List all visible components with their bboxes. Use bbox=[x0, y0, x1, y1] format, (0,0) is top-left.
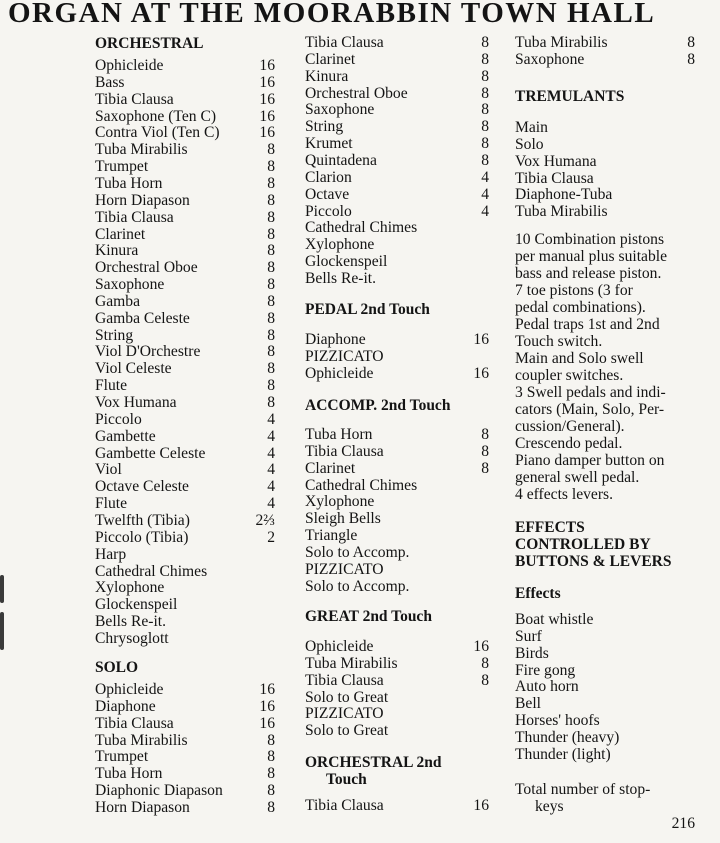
stop-name: Bells Re-it. bbox=[95, 613, 167, 631]
stop-name: Horn Diapason bbox=[95, 798, 190, 816]
stop-row bbox=[95, 529, 275, 546]
stop-pitch: 4 bbox=[481, 202, 489, 220]
stop-row bbox=[305, 51, 489, 68]
stop-pitch: 16 bbox=[473, 638, 489, 655]
item-text: Horses' hoofs bbox=[515, 712, 600, 730]
stop-pitch: 4 bbox=[267, 495, 275, 513]
stop-row bbox=[95, 782, 275, 799]
stop-name: Chrysoglott bbox=[95, 629, 169, 647]
tremulant-item bbox=[515, 203, 695, 220]
stop-row bbox=[305, 527, 489, 544]
stop-row bbox=[305, 34, 489, 51]
notes-line: coupler switches. bbox=[515, 367, 624, 384]
tremulant-item bbox=[515, 186, 695, 203]
stop-name: Saxophone bbox=[515, 50, 585, 68]
stop-row bbox=[95, 748, 275, 765]
stop-pitch: 16 bbox=[259, 697, 275, 715]
effects-subheading: Effects bbox=[515, 585, 561, 602]
stop-pitch: 8 bbox=[267, 242, 275, 260]
stop-row bbox=[95, 91, 275, 108]
item-text: Bell bbox=[515, 695, 541, 713]
total-stopkeys bbox=[515, 781, 695, 832]
notes-line: bass and release piston. bbox=[515, 265, 662, 282]
stop-row bbox=[305, 689, 489, 706]
item-text: Main bbox=[515, 119, 548, 136]
stop-row bbox=[95, 563, 275, 580]
notes-paragraph bbox=[515, 231, 695, 503]
total-line-2 bbox=[515, 798, 695, 832]
stop-pitch: 16 bbox=[259, 714, 275, 732]
stop-name: Harp bbox=[95, 545, 127, 563]
stop-name: Viol bbox=[95, 461, 122, 479]
stop-name: Clarion bbox=[305, 168, 352, 186]
stop-pitch: 16 bbox=[259, 681, 275, 698]
stop-pitch: 8 bbox=[481, 442, 489, 460]
stop-name: String bbox=[305, 118, 344, 136]
stop-name: Gamba bbox=[95, 292, 141, 310]
effect-item bbox=[515, 678, 695, 695]
total-line: Total number of stop- bbox=[515, 781, 651, 798]
stop-name: Tuba Horn bbox=[95, 174, 163, 192]
stop-pitch: 8 bbox=[267, 326, 275, 344]
stop-name: Sleigh Bells bbox=[305, 510, 381, 528]
stop-row bbox=[305, 672, 489, 689]
stop-name: Tibia Clausa bbox=[95, 714, 174, 732]
stop-row bbox=[305, 152, 489, 169]
item-text: Tuba Mirabilis bbox=[515, 203, 608, 221]
stop-row bbox=[95, 613, 275, 630]
pedal-heading: PEDAL 2nd Touch bbox=[305, 301, 430, 318]
stop-name: Clarinet bbox=[305, 50, 356, 68]
stop-name: Kinura bbox=[305, 67, 349, 85]
stop-row bbox=[305, 493, 489, 510]
stop-name: Ophicleide bbox=[305, 638, 374, 655]
stop-name: Contra Viol (Ten C) bbox=[95, 124, 220, 142]
stop-name: Glockenspeil bbox=[305, 253, 388, 271]
stop-name: Triangle bbox=[305, 527, 358, 545]
stop-pitch: 8 bbox=[481, 34, 489, 51]
stop-row bbox=[95, 411, 275, 428]
stop-name: Cathedral Chimes bbox=[305, 476, 418, 494]
stop-row bbox=[95, 276, 275, 293]
stop-row bbox=[305, 443, 489, 460]
stop-pitch: 16 bbox=[259, 57, 275, 74]
stop-pitch: 4 bbox=[267, 444, 275, 462]
page-title: ORGAN AT THE MOORABBIN TOWN HALL bbox=[8, 0, 656, 29]
stop-row bbox=[305, 561, 489, 578]
stop-row bbox=[95, 108, 275, 125]
stop-row bbox=[95, 57, 275, 74]
stop-pitch: 8 bbox=[267, 158, 275, 176]
stop-name: Clarinet bbox=[95, 225, 146, 243]
stop-name: Quintadena bbox=[305, 151, 377, 169]
stop-name: Solo to Accomp. bbox=[305, 543, 410, 561]
stop-row bbox=[305, 460, 489, 477]
stop-row bbox=[95, 343, 275, 360]
stop-name: Xylophone bbox=[95, 579, 165, 597]
stop-row bbox=[95, 141, 275, 158]
stop-name: Solo to Great bbox=[305, 688, 389, 706]
stop-pitch: 16 bbox=[259, 124, 275, 142]
stop-name: Bass bbox=[95, 73, 125, 91]
stop-row bbox=[305, 186, 489, 203]
stop-pitch: 8 bbox=[481, 67, 489, 85]
stop-row bbox=[515, 51, 695, 68]
stop-row bbox=[305, 135, 489, 152]
stop-pitch: 16 bbox=[259, 107, 275, 125]
stop-row bbox=[95, 226, 275, 243]
stop-name: Cathedral Chimes bbox=[305, 219, 418, 237]
effects-heading: BUTTONS & LEVERS bbox=[515, 553, 672, 570]
notes-line: 3 Swell pedals and indi- bbox=[515, 384, 666, 401]
stop-pitch: 4 bbox=[481, 168, 489, 186]
effect-item bbox=[515, 695, 695, 712]
orchestral2-heading: ORCHESTRAL 2nd bbox=[305, 754, 442, 771]
stop-name: Tuba Mirabilis bbox=[305, 654, 398, 672]
stop-pitch: 8 bbox=[267, 343, 275, 361]
stop-name: Gambette bbox=[95, 427, 156, 445]
stop-name: Gambette Celeste bbox=[95, 444, 206, 462]
stop-name: PIZZICATO bbox=[305, 560, 384, 578]
stop-name: Piccolo bbox=[305, 202, 352, 220]
effect-item bbox=[515, 729, 695, 746]
stop-name: Xylophone bbox=[305, 493, 375, 511]
stop-pitch: 16 bbox=[259, 90, 275, 108]
stop-pitch: 8 bbox=[481, 84, 489, 102]
stop-row bbox=[95, 461, 275, 478]
stop-row bbox=[515, 34, 695, 51]
effect-item bbox=[515, 611, 695, 628]
stop-row bbox=[95, 765, 275, 782]
stop-name: Viol D'Orchestre bbox=[95, 343, 201, 361]
stop-row bbox=[305, 219, 489, 236]
notes-line: cussion/General). bbox=[515, 418, 625, 435]
stop-row bbox=[305, 169, 489, 186]
great-heading: GREAT 2nd Touch bbox=[305, 608, 432, 625]
notes-line: cators (Main, Solo, Per- bbox=[515, 401, 665, 418]
notes-line: Piano damper button on bbox=[515, 452, 665, 469]
stop-name: Gamba Celeste bbox=[95, 309, 190, 327]
stop-row bbox=[95, 732, 275, 749]
stop-pitch: 2⅔ bbox=[255, 511, 275, 529]
stop-row bbox=[95, 495, 275, 512]
stop-row bbox=[305, 426, 489, 443]
stop-row bbox=[95, 445, 275, 462]
stop-row bbox=[95, 630, 275, 647]
stop-row bbox=[95, 546, 275, 563]
tremulant-item bbox=[515, 136, 695, 153]
stop-row bbox=[305, 253, 489, 270]
item-text: Thunder (light) bbox=[515, 745, 611, 763]
stop-row bbox=[95, 478, 275, 495]
stop-row bbox=[305, 348, 489, 365]
notes-line: Crescendo pedal. bbox=[515, 435, 623, 452]
stop-row bbox=[305, 203, 489, 220]
effect-item bbox=[515, 628, 695, 645]
stop-pitch: 8 bbox=[267, 276, 275, 294]
stop-name: Clarinet bbox=[305, 459, 356, 477]
stop-row bbox=[305, 236, 489, 253]
item-text: Vox Humana bbox=[515, 152, 597, 170]
stop-name: Glockenspeil bbox=[95, 596, 178, 614]
stop-pitch: 8 bbox=[267, 208, 275, 226]
stop-name: Flute bbox=[95, 377, 128, 395]
stop-row bbox=[305, 638, 489, 655]
stop-row bbox=[95, 259, 275, 276]
stop-row bbox=[95, 394, 275, 411]
stop-pitch: 16 bbox=[473, 364, 489, 382]
stop-name: Viol Celeste bbox=[95, 360, 172, 378]
stop-name: Tibia Clausa bbox=[305, 671, 384, 689]
stop-name: Ophicleide bbox=[305, 364, 374, 382]
stop-pitch: 16 bbox=[473, 331, 489, 348]
stop-pitch: 8 bbox=[267, 748, 275, 766]
stop-row bbox=[305, 331, 489, 348]
stop-row bbox=[305, 68, 489, 85]
stop-name: Tibia Clausa bbox=[95, 208, 174, 226]
item-text: Thunder (heavy) bbox=[515, 728, 620, 746]
effect-item bbox=[515, 645, 695, 662]
stop-row bbox=[95, 579, 275, 596]
notes-line: 7 toe pistons (3 for bbox=[515, 282, 633, 299]
margin-blot bbox=[0, 575, 4, 603]
stop-row bbox=[95, 681, 275, 698]
stop-name: Octave Celeste bbox=[95, 478, 189, 496]
stop-pitch: 8 bbox=[481, 50, 489, 68]
stop-name: Krumet bbox=[305, 135, 353, 153]
stop-pitch: 4 bbox=[267, 478, 275, 496]
stop-row bbox=[95, 360, 275, 377]
stop-name: Saxophone (Ten C) bbox=[95, 107, 217, 125]
notes-line: per manual plus suitable bbox=[515, 248, 668, 265]
stop-name: Tuba Mirabilis bbox=[95, 141, 188, 159]
stop-row bbox=[95, 715, 275, 732]
notes-line: Pedal traps 1st and 2nd bbox=[515, 316, 660, 333]
stop-pitch: 4 bbox=[267, 461, 275, 479]
stop-pitch: 8 bbox=[267, 259, 275, 277]
stop-row bbox=[305, 101, 489, 118]
stop-pitch: 8 bbox=[481, 671, 489, 689]
stop-row bbox=[95, 377, 275, 394]
stop-pitch: 8 bbox=[481, 459, 489, 477]
effects-heading: EFFECTS bbox=[515, 519, 585, 536]
accomp-heading: ACCOMP. 2nd Touch bbox=[305, 397, 451, 414]
stop-row bbox=[95, 175, 275, 192]
item-text: Tibia Clausa bbox=[515, 169, 594, 187]
notes-line: 10 Combination pistons bbox=[515, 231, 665, 248]
stop-name: Trumpet bbox=[95, 158, 149, 176]
stop-row bbox=[305, 722, 489, 739]
stop-row bbox=[95, 209, 275, 226]
stop-name: Ophicleide bbox=[95, 681, 164, 698]
stop-pitch: 8 bbox=[267, 798, 275, 816]
item-text: Auto horn bbox=[515, 678, 579, 696]
stop-name: Twelfth (Tibia) bbox=[95, 511, 190, 529]
stop-row bbox=[95, 158, 275, 175]
stop-row bbox=[95, 327, 275, 344]
stop-name: Tuba Mirabilis bbox=[95, 731, 188, 749]
stop-name: PIZZICATO bbox=[305, 347, 384, 365]
stop-row bbox=[305, 118, 489, 135]
stop-name: Ophicleide bbox=[95, 57, 164, 74]
stop-name: Diaphone bbox=[95, 697, 156, 715]
item-text: Surf bbox=[515, 627, 542, 645]
item-text: Boat whistle bbox=[515, 611, 594, 628]
effect-item bbox=[515, 662, 695, 679]
stop-pitch: 8 bbox=[687, 50, 695, 68]
tremulant-item bbox=[515, 119, 695, 136]
notes-line: Touch switch. bbox=[515, 333, 603, 350]
stop-pitch: 16 bbox=[473, 797, 489, 814]
stop-name: Solo to Great bbox=[305, 722, 389, 740]
stop-pitch: 2 bbox=[267, 528, 275, 546]
stop-name: Tibia Clausa bbox=[95, 90, 174, 108]
stop-row bbox=[95, 428, 275, 445]
stop-pitch: 8 bbox=[267, 731, 275, 749]
stop-pitch: 8 bbox=[267, 377, 275, 395]
solo-heading: SOLO bbox=[95, 659, 139, 676]
stop-row bbox=[305, 705, 489, 722]
stop-name: Saxophone bbox=[95, 276, 165, 294]
stop-row bbox=[95, 74, 275, 91]
stop-row bbox=[95, 799, 275, 816]
stop-name: Horn Diapason bbox=[95, 191, 190, 209]
stop-row bbox=[95, 192, 275, 209]
stop-pitch: 8 bbox=[267, 141, 275, 159]
notes-line: 4 effects levers. bbox=[515, 486, 613, 503]
stop-row bbox=[305, 655, 489, 672]
stop-name: Piccolo bbox=[95, 410, 142, 428]
stop-row bbox=[305, 510, 489, 527]
stop-name: Tuba Horn bbox=[305, 426, 373, 443]
stop-row bbox=[305, 544, 489, 561]
stop-row bbox=[95, 698, 275, 715]
stop-row bbox=[305, 578, 489, 595]
tremulants-heading: TREMULANTS bbox=[515, 88, 625, 105]
stop-row bbox=[95, 310, 275, 327]
stop-pitch: 8 bbox=[267, 360, 275, 378]
stop-name: PIZZICATO bbox=[305, 705, 384, 723]
stop-pitch: 8 bbox=[481, 135, 489, 153]
total-value: 216 bbox=[671, 815, 695, 832]
item-text: Diaphone-Tuba bbox=[515, 186, 613, 204]
stop-name: Tibia Clausa bbox=[305, 34, 384, 51]
item-text: Fire gong bbox=[515, 661, 576, 679]
stop-pitch: 16 bbox=[259, 73, 275, 91]
stop-pitch: 8 bbox=[267, 765, 275, 783]
notes-line: pedal combinations). bbox=[515, 299, 646, 316]
stop-name: Diaphone bbox=[305, 331, 366, 348]
stop-pitch: 8 bbox=[267, 782, 275, 800]
stop-pitch: 8 bbox=[481, 654, 489, 672]
stop-name: Orchestral Oboe bbox=[305, 84, 408, 102]
stop-name: Piccolo (Tibia) bbox=[95, 528, 189, 546]
stop-name: Saxophone bbox=[305, 101, 375, 119]
stop-name: Xylophone bbox=[305, 236, 375, 254]
stop-name: Tibia Clausa bbox=[305, 442, 384, 460]
stop-name: Bells Re-it. bbox=[305, 269, 377, 287]
stop-row bbox=[95, 242, 275, 259]
stop-row bbox=[305, 365, 489, 382]
total-label: keys bbox=[535, 798, 564, 815]
effects-heading: CONTROLLED BY bbox=[515, 536, 651, 553]
stop-pitch: 8 bbox=[267, 292, 275, 310]
stop-name: Cathedral Chimes bbox=[95, 562, 208, 580]
stop-row bbox=[95, 512, 275, 529]
stop-pitch: 8 bbox=[481, 151, 489, 169]
stop-name: Tibia Clausa bbox=[305, 797, 384, 814]
stop-name: Kinura bbox=[95, 242, 139, 260]
stop-row bbox=[95, 596, 275, 613]
item-text: Solo bbox=[515, 135, 544, 153]
stop-pitch: 8 bbox=[267, 225, 275, 243]
margin-blot bbox=[0, 612, 4, 650]
stop-pitch: 8 bbox=[481, 426, 489, 443]
stop-name: Tuba Mirabilis bbox=[515, 34, 608, 51]
item-text: Birds bbox=[515, 644, 549, 662]
stop-pitch: 8 bbox=[267, 191, 275, 209]
stop-row bbox=[95, 124, 275, 141]
stop-name: Flute bbox=[95, 495, 128, 513]
stop-pitch: 8 bbox=[687, 34, 695, 51]
stop-row bbox=[305, 477, 489, 494]
stop-name: Vox Humana bbox=[95, 394, 177, 411]
stop-pitch: 8 bbox=[267, 174, 275, 192]
stop-pitch: 8 bbox=[267, 309, 275, 327]
stop-row bbox=[305, 270, 489, 287]
stop-name: Solo to Accomp. bbox=[305, 577, 410, 595]
tremulant-item bbox=[515, 170, 695, 187]
effect-item bbox=[515, 712, 695, 729]
stop-name: Diaphonic Diapason bbox=[95, 782, 223, 800]
stop-pitch: 8 bbox=[267, 394, 275, 411]
stop-name: Tuba Horn bbox=[95, 765, 163, 783]
stop-pitch: 4 bbox=[267, 427, 275, 445]
stop-name: Octave bbox=[305, 185, 350, 203]
orchestral-heading: ORCHESTRAL bbox=[95, 35, 204, 52]
effect-item bbox=[515, 746, 695, 763]
notes-line: general swell pedal. bbox=[515, 469, 640, 486]
stop-pitch: 4 bbox=[267, 410, 275, 428]
notes-line: Main and Solo swell bbox=[515, 350, 644, 367]
stop-row bbox=[305, 85, 489, 102]
stop-name: String bbox=[95, 326, 134, 344]
stop-row bbox=[95, 293, 275, 310]
stop-pitch: 8 bbox=[481, 101, 489, 119]
stop-pitch: 8 bbox=[481, 118, 489, 136]
tremulant-item bbox=[515, 153, 695, 170]
stop-row bbox=[305, 797, 489, 814]
stop-pitch: 4 bbox=[481, 185, 489, 203]
stop-name: Trumpet bbox=[95, 748, 149, 766]
orchestral2-heading-cont: Touch bbox=[326, 771, 367, 788]
stop-name: Orchestral Oboe bbox=[95, 259, 198, 277]
